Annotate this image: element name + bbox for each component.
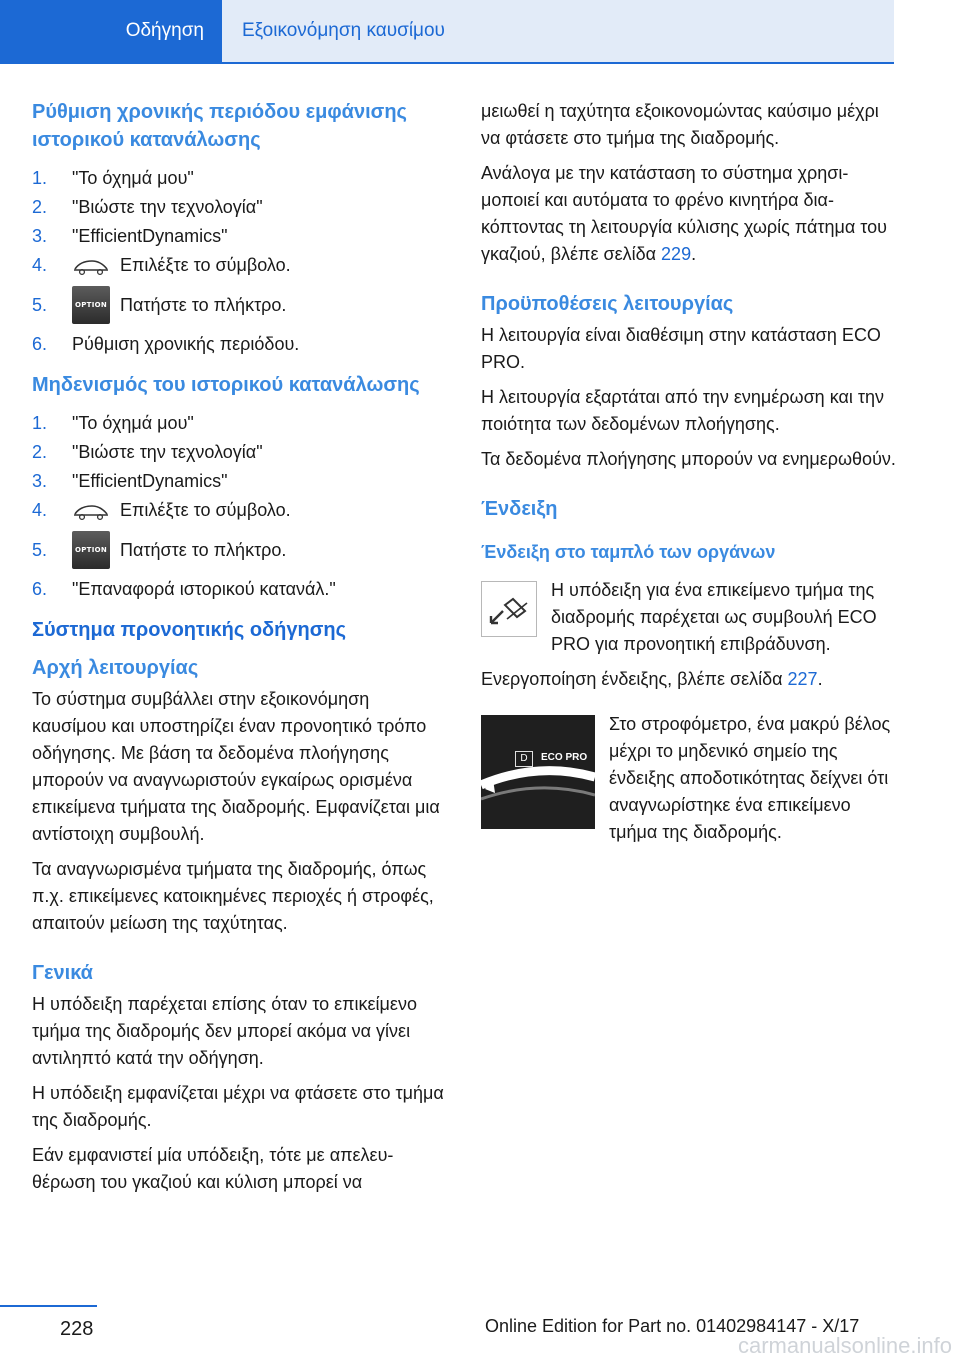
list-item: 6. Ρύθμιση χρονικής περιόδου. <box>32 334 300 354</box>
efficient-car-icon <box>72 255 110 277</box>
efficient-car-icon <box>72 500 110 522</box>
paragraph-general-3: Εάν εμφανιστεί μία υπόδειξη, τότε με απελευθέρωση του γκαζιού και κύλιση μπορεί να <box>32 1145 394 1192</box>
footer-rule <box>0 1305 97 1307</box>
edition-info: Online Edition for Part no. 01402984147 - X/17 <box>485 1316 860 1336</box>
heading-prerequisites: Προϋποθέσεις λειτουργίας <box>481 293 734 315</box>
list-item: 6. "Επαναφορά ιστορικού κατανάλ." <box>32 579 336 599</box>
list-item: 5. OPTION Πατήστε το πλήκτρο. <box>32 527 447 573</box>
list-item: 5. OPTION Πατήστε το πλήκτρο. <box>32 282 447 328</box>
list-item: 3. "EfficientDynamics" <box>32 226 228 246</box>
paragraph-principle-2: Τα αναγνωρισμένα τμήματα της διαδρομής, όπως π.χ. επικείμενες κατοικημένες περιοχές ή στροφές, απαιτούν μείωση της ταχύτητας. <box>32 859 434 933</box>
gear-indicator: D <box>515 751 533 767</box>
left-column <box>32 98 447 1204</box>
paragraph-prereq-3: Τα δεδομένα πλοήγησης μπορούν να ενημερωθούν. <box>481 449 896 469</box>
paragraph-prereq-2: Η λειτουργία εξαρτάται από την ενημέρωση και την ποιότητα των δεδομένων πλοήγησης. <box>481 387 885 434</box>
cluster-tip-block <box>481 577 896 666</box>
eco-pro-label: ECO PRO <box>541 752 588 763</box>
right-column <box>481 98 896 854</box>
tachometer-block <box>481 711 896 854</box>
list-item: 4. Επιλέξτε το σύμβολο. <box>32 500 291 520</box>
page-link-227[interactable]: 227 <box>787 669 818 689</box>
list-item: 2. "Βιώστε την τεχνολογία" <box>32 442 263 462</box>
option-button-icon: OPTION <box>72 531 110 569</box>
coasting-car-icon <box>485 589 533 629</box>
tab-fuel-saving: Εξοικονόμηση καυσίμου <box>222 0 894 62</box>
page-header <box>0 0 960 64</box>
heading-display: Ένδειξη <box>481 498 558 520</box>
heading-history-period: Ρύθμιση χρονικής περιόδου εμφάνισης ιστορικού κατανάλωσης <box>32 101 407 151</box>
list-item: 1. "Το όχημά μου" <box>32 413 194 433</box>
list-item: 2. "Βιώστε την τεχνολογία" <box>32 197 263 217</box>
steps-history-reset <box>32 409 447 604</box>
page-number: 228 <box>60 1318 94 1340</box>
paragraph-principle-1: Το σύστημα συμβάλλει στην εξοικονόμηση καυσίμου και υποστηρίζει έναν προνοητικό τρόπο οδήγησης. Με βάση τα δεδομένα πλοήγησης μπορούν να αναγνωριστούν εγκαίρως ορισμένα επικείμενα τμήματα της διαδρομής. Εμφανίζεται μια αντίστοιχη συμβουλή. <box>32 689 440 844</box>
page-link-229[interactable]: 229 <box>661 244 692 264</box>
paragraph-prereq-1: Η λειτουργία είναι διαθέσιμη στην κατάσταση ECO PRO. <box>481 325 881 372</box>
paragraph-continued: μειωθεί η ταχύτητα εξοικονομώντας καύσιμο μέχρι να φτάσετε στο τμήμα της διαδρομής. <box>481 101 879 148</box>
heading-anticipatory-assistant: Σύστημα προνοητικής οδήγησης <box>32 619 347 641</box>
heading-general: Γενικά <box>32 962 93 984</box>
tab-driving: Οδήγηση <box>0 0 222 62</box>
eco-pro-tip-icon <box>481 581 537 637</box>
list-item: 4. Επιλέξτε το σύμβολο. <box>32 255 291 275</box>
efficiency-arc-graphic <box>481 715 595 829</box>
paragraph-general-2: Η υπόδειξη εμφανίζεται μέχρι να φτάσετε στο τμήμα της διαδρομής. <box>32 1083 444 1130</box>
watermark: carmanualsonline.info <box>737 1333 952 1358</box>
paragraph-cluster-tip: Η υπόδειξη για ένα επικείμενο τμήμα της διαδρομής παρέχεται ως συμβουλή ECO PRO για προνοητική επιβράδυνση. <box>551 580 877 654</box>
paragraph-activate-display: Ενεργοποίηση ένδειξης, βλέπε σελίδα 227. <box>481 669 823 689</box>
list-item: 3. "EfficientDynamics" <box>32 471 228 491</box>
tachometer-eco-pro-image <box>481 715 595 829</box>
steps-history-period <box>32 164 447 359</box>
list-item: 1. "Το όχημά μου" <box>32 168 194 188</box>
heading-principle: Αρχή λειτουργίας <box>32 657 199 679</box>
header-rule <box>0 62 894 64</box>
heading-history-reset: Μηδενισμός του ιστορικού κατανάλωσης <box>32 374 420 396</box>
option-button-icon: OPTION <box>72 286 110 324</box>
heading-instrument-cluster: Ένδειξη στο ταμπλό των οργάνων <box>481 542 776 562</box>
paragraph-engine-brake: Ανάλογα με την κατάσταση το σύστημα χρησιμοποιεί και αυτόματα το φρένο κινητήρα διακόπτοντας τη λειτουργία κύλισης χωρίς πάτημα του γκαζιού, βλέπε σελίδα 229. <box>481 163 888 264</box>
paragraph-tachometer: Στο στροφόμετρο, ένα μακρύ βέλος μέχρι το μηδενικό σημείο της ένδειξης αποδοτικότητας δείχνει ότι αναγνωρίστηκε ένα επικείμενο τμήμα της διαδρομής. <box>609 714 891 842</box>
paragraph-general-1: Η υπόδειξη παρέχεται επίσης όταν το επικείμενο τμήμα της διαδρομής δεν μπορεί ακόμα να γίνει αντιληπτό κατά την οδήγηση. <box>32 994 417 1068</box>
